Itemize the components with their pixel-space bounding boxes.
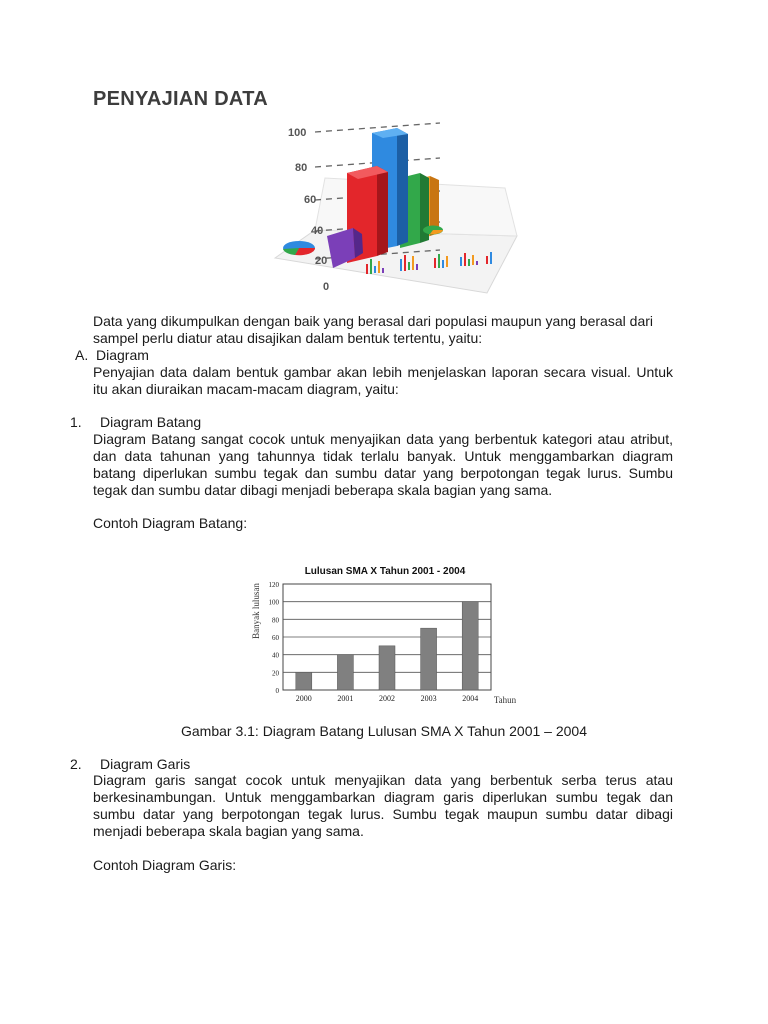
chart-y-tick-label: 20 — [272, 669, 279, 678]
illustration-label: 100 — [288, 127, 307, 139]
illustration-label: 40 — [311, 225, 324, 237]
chart-bar-2003 — [421, 628, 437, 690]
item-2-body: Diagram garis sangat cocok untuk menyajikan data yang berbentuk serba terus atau berkesinambungan. Untuk menggambarkan diagram garis diperlukan sumbu tegak dan sumbu datar yang berpotongan tegak lurus. Sumbu tegak maupun sumbu datar dibagi menjadi beberapa skala bagian yang sama. — [93, 772, 673, 839]
illustration-label: 20 — [315, 255, 328, 267]
item-1-body: Diagram Batang sangat cocok untuk menyajikan data yang berbentuk kategori atau atribut, dan data tahunan yang tahunnya tidak terlalu banyak. Untuk menggambarkan diagram batang diperlukan sumbu tegak dan sumbu datar yang berpotongan tegak lurus. Sumbu tegak dan sumbu datar dibagi menjadi beberapa skala bagian yang sama. — [93, 431, 673, 498]
chart-x-tick-label: 2002 — [379, 694, 395, 703]
chart-y-tick-label: 40 — [272, 651, 279, 660]
chart-bar-2001 — [337, 655, 353, 690]
item-1-number: 1. — [70, 414, 82, 430]
section-a-marker: A. — [75, 347, 89, 363]
page-title: PENYAJIAN DATA — [93, 88, 268, 110]
chart-title: Lulusan SMA X Tahun 2001 - 2004 — [304, 566, 466, 577]
chart-x-tick-label: 2004 — [462, 694, 479, 703]
3d-bar-chart-illustration-icon — [255, 118, 520, 300]
item-2-heading: Diagram Garis — [100, 756, 191, 772]
chart-x-axis-label: Tahun — [493, 695, 517, 705]
chart-y-tick-label: 0 — [275, 687, 279, 695]
section-a-body: Penyajian data dalam bentuk gambar akan lebih menjelaskan laporan secara visual. Untuk itu akan diuraikan macam-macam diagram, yaitu: — [93, 364, 673, 397]
chart-x-tick-label: 2003 — [420, 694, 437, 703]
chart-y-tick-label: 120 — [268, 581, 279, 589]
chart-y-axis-label: Banyak lulusan — [251, 583, 261, 639]
illustration-label: 60 — [304, 194, 317, 206]
item-2-number: 2. — [70, 756, 82, 772]
section-a-heading: Diagram — [96, 347, 149, 363]
item-2-example-label: Contoh Diagram Garis: — [93, 857, 237, 873]
bar-chart-svg — [247, 561, 520, 709]
figure-caption: Gambar 3.1: Diagram Batang Lulusan SMA X Tahun 2001 – 2004 — [180, 723, 587, 739]
chart-bar-2004 — [462, 602, 478, 690]
item-1-example-label: Contoh Diagram Batang: — [93, 515, 248, 531]
chart-y-tick-label: 100 — [268, 598, 279, 607]
chart-bar-2000 — [296, 672, 312, 690]
illustration-label: 80 — [295, 162, 308, 174]
chart-y-tick-label: 80 — [272, 616, 279, 625]
chart-x-tick-label: 2000 — [295, 694, 312, 703]
chart-x-tick-label: 2001 — [337, 694, 354, 703]
item-1-heading: Diagram Batang — [100, 414, 202, 430]
chart-y-tick-label: 60 — [272, 634, 279, 642]
chart-bar-2002 — [379, 646, 395, 690]
illustration-label: 0 — [323, 281, 330, 293]
bar-chart — [247, 561, 520, 709]
intro-paragraph: Data yang dikumpulkan dengan baik yang berasal dari populasi maupun yang berasal dari sampel perlu diatur atau disajikan dalam bentuk tertentu, yaitu: — [93, 313, 653, 346]
